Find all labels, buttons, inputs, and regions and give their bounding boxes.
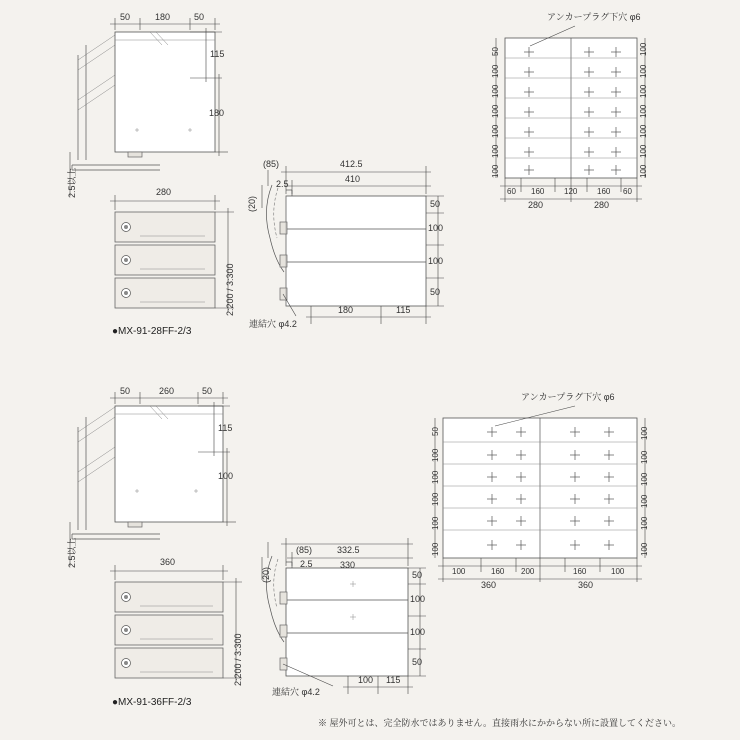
dim-unit-b-top-50-right: 50 (202, 386, 213, 396)
dim-unit-b-top-260: 260 (159, 386, 175, 396)
dim-unit-b-side-b2: 115 (386, 675, 401, 685)
dim-unit-a-top-50-left: 50 (120, 12, 131, 22)
dim-unit-a-anchor-l7: 100 (491, 164, 500, 178)
dim-unit-a-side-b1: 180 (338, 305, 354, 315)
footnote-waterproof: ※ 屋外可とは、完全防水ではありません。直接雨水にかからない所に設置してください。 (318, 718, 682, 728)
dim-unit-a-side-r2: 100 (428, 223, 444, 233)
dim-unit-a-anchor-r1: 100 (639, 42, 648, 56)
dim-unit-b-anchor-l4: 100 (431, 492, 440, 506)
dim-unit-b-anchor-l2: 100 (431, 448, 440, 462)
label-unit-b-anchor-title: アンカープラグ下穴 φ6 (521, 392, 615, 402)
dim-unit-b-anchor-l5: 100 (431, 516, 440, 530)
dim-unit-a-side-r4: 50 (430, 287, 441, 297)
dim-unit-a-anchor-total-left: 280 (528, 200, 544, 210)
dim-unit-a-anchor-l6: 100 (491, 144, 500, 158)
label-unit-a-anchor-title: アンカープラグ下穴 φ6 (547, 12, 641, 22)
dim-unit-a-side-bracket: (85) (263, 159, 280, 169)
label-unit-b-link-hole: 連結穴 φ4.2 (272, 687, 320, 697)
dim-unit-a-anchor-l2: 100 (491, 64, 500, 78)
dim-unit-b-side-b1: 100 (358, 675, 374, 685)
dim-unit-b-anchor-l1: 50 (431, 427, 440, 436)
dim-unit-a-anchor-l5: 100 (491, 124, 500, 138)
model-label-unit-a: ●MX-91-28FF-2/3 (112, 326, 192, 337)
label-unit-a-link-hole: 連結穴 φ4.2 (249, 319, 297, 329)
dim-unit-a-side-offset: 2.5 (276, 179, 289, 189)
dim-unit-b-side-r2: 100 (410, 594, 426, 604)
dim-unit-a-anchor-b4: 160 (597, 187, 611, 196)
dim-unit-b-side-depth: (20) (261, 566, 271, 583)
dim-unit-b-anchor-l3: 100 (431, 470, 440, 484)
dim-unit-b-side-offset: 2.5 (300, 559, 313, 569)
dim-unit-b-anchor-r2: 100 (640, 450, 649, 464)
dim-unit-b-anchor-r1: 100 (640, 426, 649, 440)
dim-unit-a-anchor-total-right: 280 (594, 200, 610, 210)
dim-unit-a-side-inner: 410 (345, 174, 361, 184)
model-label-unit-b: ●MX-91-36FF-2/3 (112, 697, 192, 708)
dim-unit-a-anchor-r4: 100 (639, 104, 648, 118)
dim-unit-a-anchor-b2: 160 (531, 187, 545, 196)
dim-unit-a-anchor-b5: 60 (623, 187, 632, 196)
dim-unit-a-side-r3: 100 (428, 256, 444, 266)
dim-unit-a-anchor-r7: 100 (639, 164, 648, 178)
dim-unit-b-anchor-total-right: 360 (578, 580, 594, 590)
dim-unit-a-face-width: 280 (156, 187, 172, 197)
dim-unit-a-anchor-r5: 100 (639, 124, 648, 138)
dim-unit-b-anchor-b5: 100 (611, 567, 625, 576)
dim-unit-a-anchor-l3: 100 (491, 84, 500, 98)
dim-unit-b-anchor-total-left: 360 (481, 580, 497, 590)
dim-unit-b-side-r3: 100 (410, 627, 426, 637)
dim-unit-b-anchor-b3: 200 (521, 567, 535, 576)
dim-unit-a-anchor-b3: 120 (564, 187, 578, 196)
dim-unit-a-right-180: 180 (209, 108, 225, 118)
dim-unit-b-face-width: 360 (160, 557, 176, 567)
dim-unit-b-anchor-b2: 160 (491, 567, 505, 576)
dim-unit-a-anchor-l4: 100 (491, 104, 500, 118)
dim-unit-a-anchor-r6: 100 (639, 144, 648, 158)
dim-unit-a-face-height: 2:200 / 3:300 (225, 263, 235, 316)
dim-unit-a-top-180: 180 (155, 12, 171, 22)
dim-unit-a-top-50-right: 50 (194, 12, 205, 22)
dim-unit-b-side-r1: 50 (412, 570, 423, 580)
dim-unit-a-anchor-b1: 60 (507, 187, 516, 196)
dim-unit-a-side-overall: 412.5 (340, 159, 363, 169)
dim-unit-a-side-r1: 50 (430, 199, 441, 209)
dim-unit-a-anchor-l1: 50 (491, 47, 500, 56)
dim-unit-b-top-50-left: 50 (120, 386, 131, 396)
dim-unit-b-anchor-l6: 100 (431, 542, 440, 556)
note-unit-b-clearance: 2.5以上 (67, 537, 77, 568)
dim-unit-b-side-overall: 332.5 (337, 545, 360, 555)
dim-unit-b-face-height: 2:200 / 3:300 (233, 633, 243, 686)
dim-unit-a-right-115: 115 (210, 49, 225, 59)
note-unit-a-clearance: 2.5以上 (67, 167, 77, 198)
dim-unit-b-anchor-b4: 160 (573, 567, 587, 576)
dim-unit-b-anchor-r6: 100 (640, 542, 649, 556)
dim-unit-b-side-r4: 50 (412, 657, 423, 667)
dim-unit-a-anchor-r2: 100 (639, 64, 648, 78)
dim-unit-b-anchor-r4: 100 (640, 494, 649, 508)
dim-unit-b-right-100: 100 (218, 471, 234, 481)
dim-unit-b-side-bracket: (85) (296, 545, 313, 555)
dim-unit-a-anchor-r3: 100 (639, 84, 648, 98)
dim-unit-b-right-115: 115 (218, 423, 233, 433)
dim-unit-b-anchor-b1: 100 (452, 567, 466, 576)
dim-unit-b-side-inner: 330 (340, 560, 356, 570)
dim-unit-b-anchor-r3: 100 (640, 472, 649, 486)
dim-unit-a-side-depth: (20) (247, 195, 257, 212)
dim-unit-b-anchor-r5: 100 (640, 516, 649, 530)
dim-unit-a-side-b2: 115 (396, 305, 411, 315)
